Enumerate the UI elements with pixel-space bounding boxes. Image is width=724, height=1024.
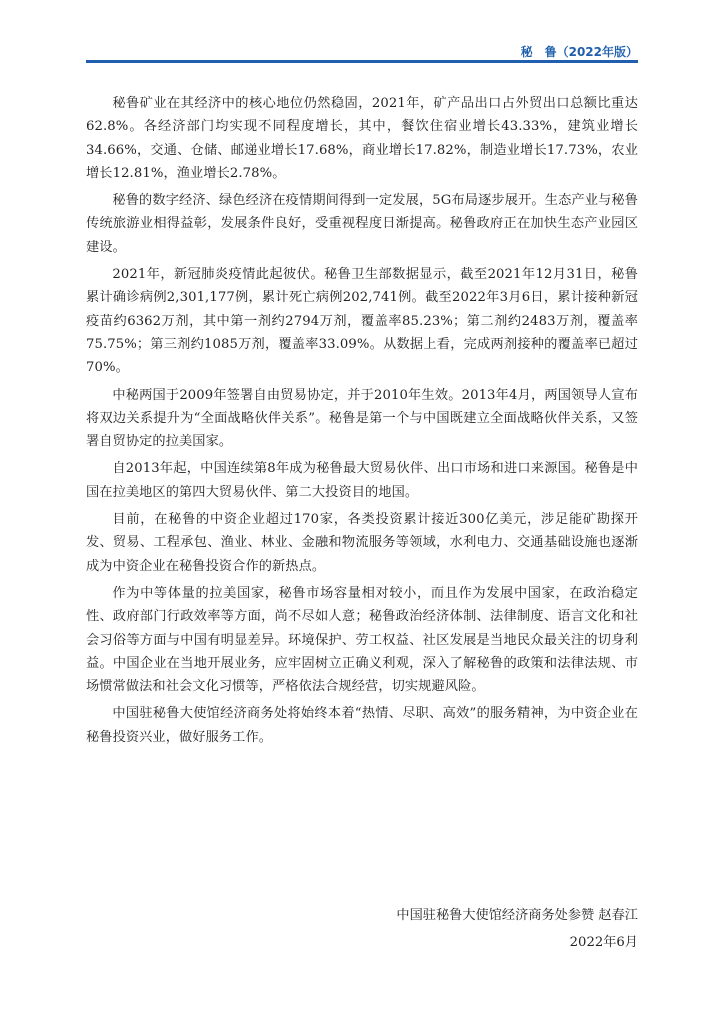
signature-block <box>396 902 638 956</box>
body-text <box>86 92 638 753</box>
paragraph-mining-economy: 秘鲁矿业在其经济中的核心地位仍然稳固，2021年，矿产品出口占外贸出口总额比重达62.8%。各经济部门均实现不同程度增长，其中，餐饮住宿业增长43.33%，建筑业增长34.66%，交通、仓储、邮递业增长17.68%，商业增长17.82%，制造业增长17.73%，农业增长12.81%，渔业增长2.78%。 <box>86 96 638 181</box>
signature-date: 2022年6月 <box>569 935 638 950</box>
paragraph-risks-advice: 作为中等体量的拉美国家，秘鲁市场容量相对较小，而且作为发展中国家，在政治稳定性、政府部门行政效率等方面，尚不尽如人意；秘鲁政治经济体制、法律制度、语言文化和社会习俗等方面与中国有明显差异。环境保护、劳工权益、社区发展是当地民众最关注的切身利益。中国企业在当地开展业务，应牢固树立正确义利观，深入了解秘鲁的政策和法律法规、市场惯常做法和社会文化习惯等，严格依法合规经营，切实规避风险。 <box>86 585 638 695</box>
paragraph-chinese-enterprises: 目前，在秘鲁的中资企业超过170家，各类投资累计接近300亿美元，涉足能矿勘探开发、贸易、工程承包、渔业、林业、金融和物流服务等领域，水利电力、交通基础设施也逐渐成为中资企业在秘鲁投资合作的新热点。 <box>86 512 638 574</box>
paragraph-trade-partner: 自2013年起，中国连续第8年成为秘鲁最大贸易伙伴、出口市场和进口来源国。秘鲁是中国在拉美地区的第四大贸易伙伴、第二大投资目的地国。 <box>86 461 638 500</box>
paragraph-digital-green-economy: 秘鲁的数字经济、绿色经济在疫情期间得到一定发展，5G布局逐步展开。生态产业与秘鲁传统旅游业相得益彰，发展条件良好，受重视程度日渐提高。秘鲁政府正在加快生态产业园区建设。 <box>86 193 638 255</box>
signature-author: 中国驻秘鲁大使馆经济商务处参赞 赵春江 <box>396 908 638 923</box>
page-header <box>0 0 724 64</box>
paragraph-free-trade-agreement: 中秘两国于2009年签署自由贸易协定，并于2010年生效。2013年4月，两国领导人宣布将双边关系提升为“全面战略伙伴关系”。秘鲁是第一个与中国既建立全面战略伙伴关系，又签署自贸协定的拉美国家。 <box>86 387 638 450</box>
header-rule <box>86 60 638 63</box>
paragraph-covid-situation: 2021年，新冠肺炎疫情此起彼伏。秘鲁卫生部数据显示，截至2021年12月31日，秘鲁累计确诊病例2,301,177例，累计死亡病例202,741例。截至2022年3月6日，累计接种新冠疫苗约6362万剂，其中第一剂约2794万剂，覆盖率85.23%；第二剂约2483万剂，覆盖率75.75%；第三剂约1085万剂，覆盖率33.09%。从数据上看，完成两剂接种的覆盖率已超过70%。 <box>86 267 638 376</box>
running-header-title: 秘 鲁（2022年版） <box>520 45 638 59</box>
paragraph-service-commitment: 中国驻秘鲁大使馆经济商务处将始终本着“热情、尽职、高效”的服务精神，为中资企业在秘鲁投资兴业，做好服务工作。 <box>86 706 638 745</box>
